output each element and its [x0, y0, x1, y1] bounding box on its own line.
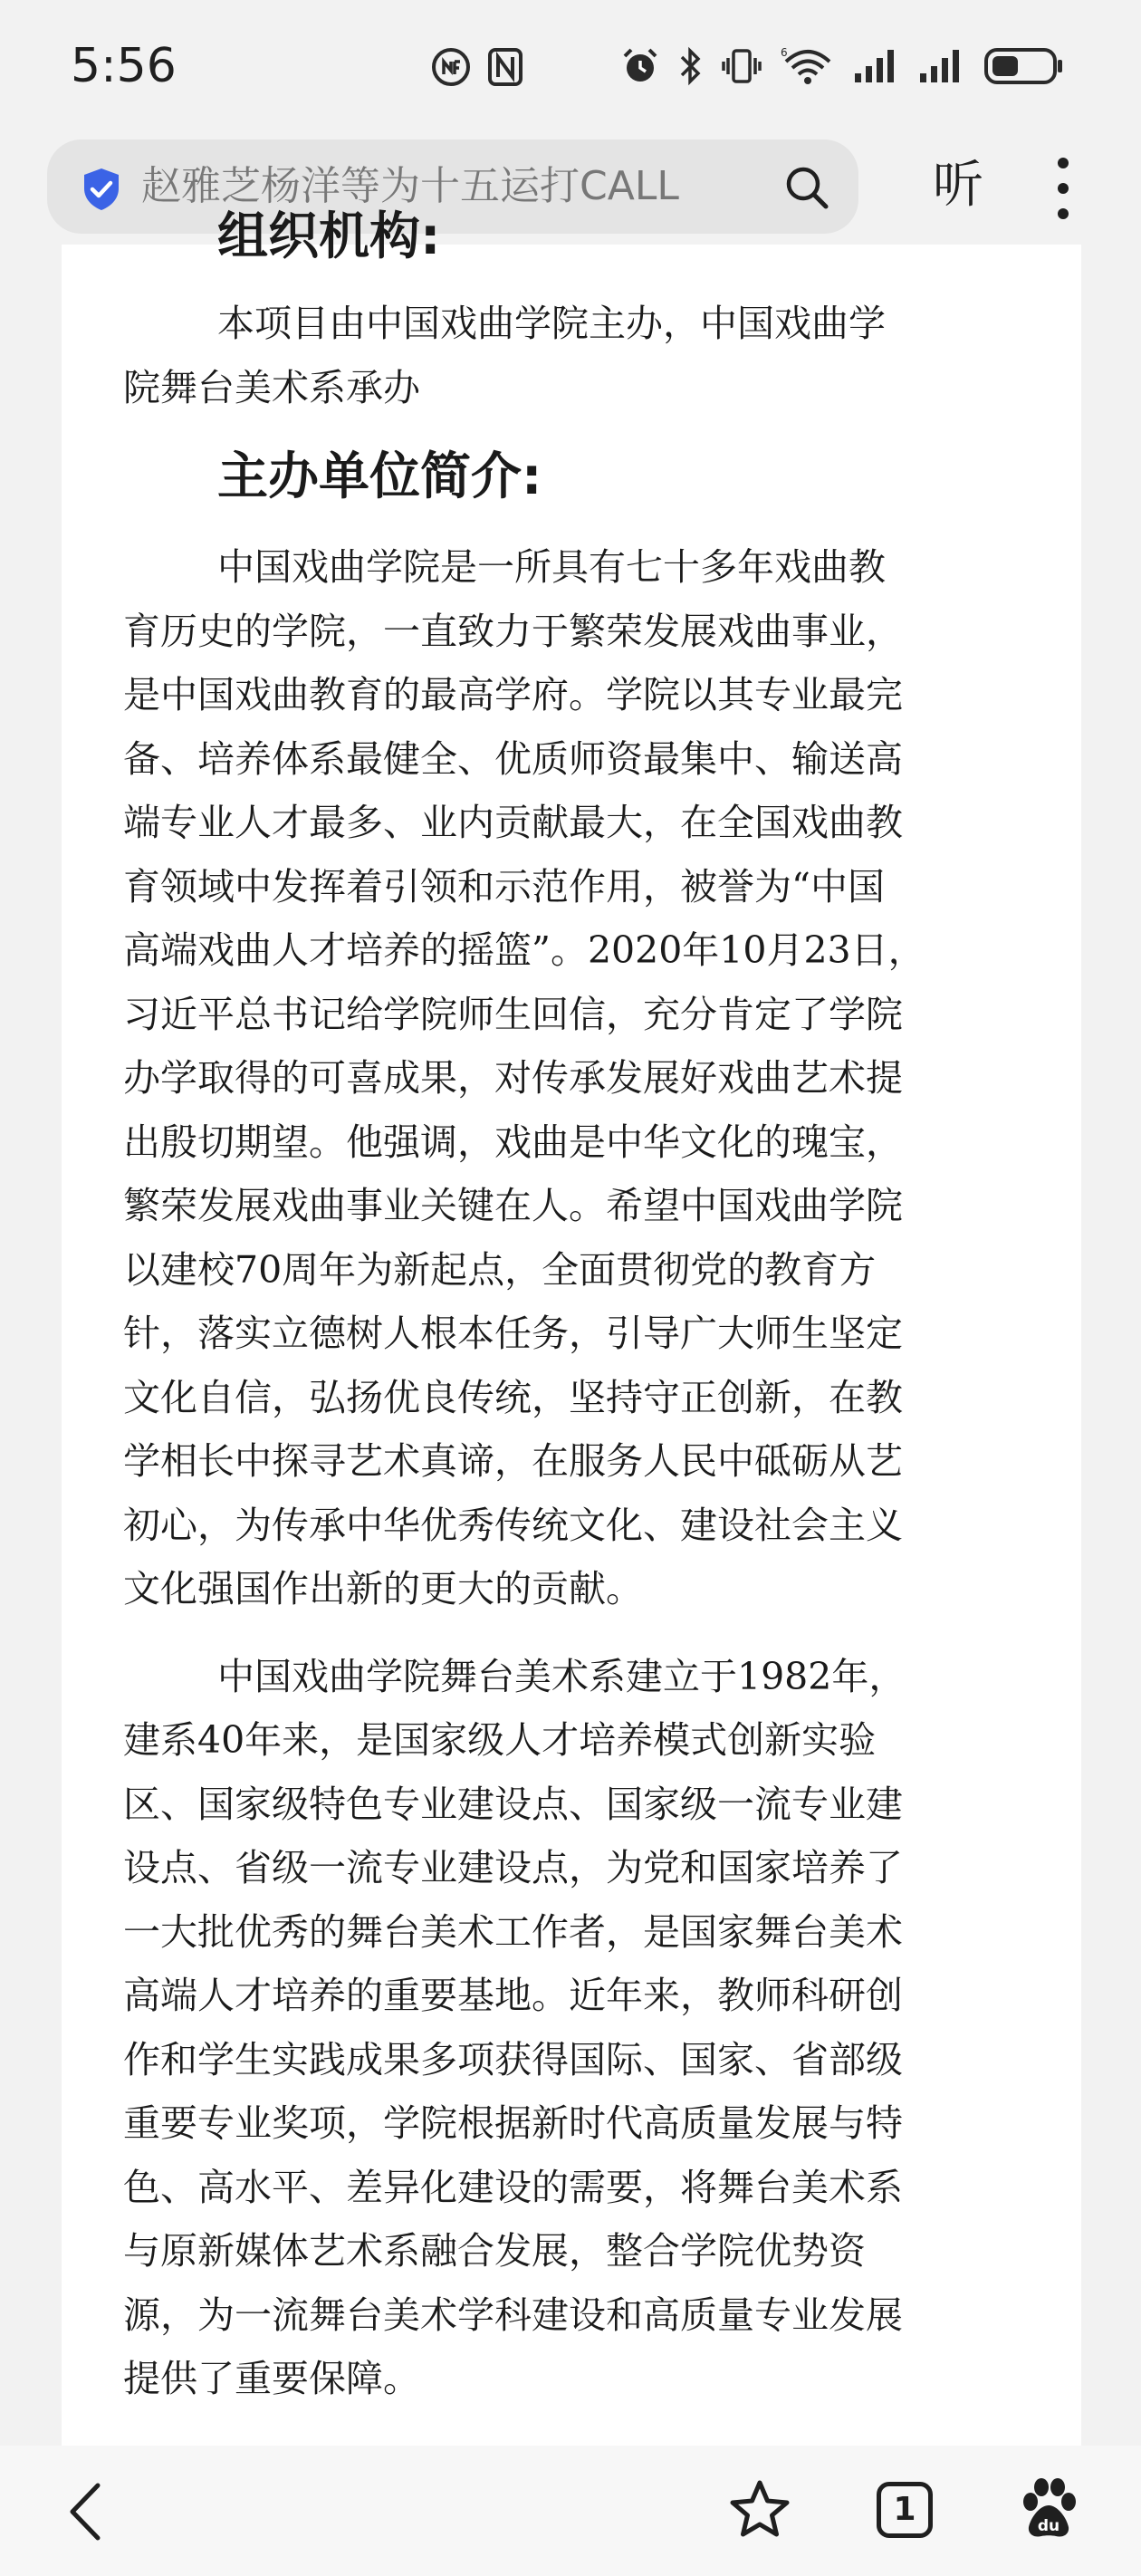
text-line: 育领域中发挥着引领和示范作用，被誉为“中国: [123, 864, 885, 908]
signal-icon: [853, 48, 900, 84]
status-icons-right: [619, 45, 1065, 87]
vibrate-icon: [721, 45, 762, 87]
back-arrow-icon[interactable]: [65, 2480, 105, 2543]
text-line: 作和学生实践成果多项获得国际、国家、省部级: [123, 2037, 903, 2081]
more-vertical-icon[interactable]: [1040, 152, 1087, 225]
text-line: 办学取得的可喜成果，对传承发展好戏曲艺术提: [123, 1056, 903, 1100]
svg-text:6: 6: [781, 46, 788, 59]
text-line: 院舞台美术系承办: [123, 365, 420, 409]
text-line: 高端人才培养的重要基地。近年来，教师科研创: [123, 1974, 903, 2017]
text-line: 针，落实立德树人根本任务，引导广大师生坚定: [123, 1312, 903, 1355]
text-line: 文化自信，弘扬优良传统，坚持守正创新，在教: [123, 1375, 903, 1419]
wifi-icon: [781, 45, 835, 87]
text-line: 提供了重要保障。: [123, 2357, 420, 2400]
listen-button[interactable]: 听: [933, 156, 983, 215]
text-line: 建系40年来，是国家级人才培养模式创新实验: [123, 1718, 877, 1762]
star-icon[interactable]: [728, 2478, 791, 2542]
svg-text:du: du: [1037, 2517, 1060, 2535]
text-line: 繁荣发展戏曲事业关键在人。希望中国戏曲学院: [123, 1184, 903, 1227]
text-line: 育历史的学院，一直致力于繁荣发展戏曲事业，: [123, 609, 903, 653]
text-line: 以建校70周年为新起点，全面贯彻党的教育方: [123, 1247, 877, 1292]
text-line: 初心，为传承中华优秀传统文化、建设社会主义: [123, 1503, 903, 1547]
text-line: 色、高水平、差异化建设的需要，将舞台美术系: [123, 2165, 903, 2209]
text-line: 一大批优秀的舞台美术工作者，是国家舞台美术: [123, 1909, 903, 1954]
alarm-icon: [619, 45, 661, 87]
section-heading-host: 主办单位简介:: [217, 447, 542, 506]
text-line: 本项目由中国戏曲学院主办，中国戏曲学: [217, 302, 886, 345]
status-bar: [0, 0, 1141, 136]
paragraph-intro: [123, 535, 1029, 1621]
text-line: 是中国戏曲教育的最高学府。学院以其专业最完: [123, 673, 903, 716]
shield-icon: [82, 167, 121, 212]
text-line: 中国戏曲学院舞台美术系建立于1982年，: [217, 1654, 906, 1698]
text-line: 出殷切期望。他强调，戏曲是中华文化的瑰宝，: [123, 1120, 903, 1164]
paragraph-organizer: [123, 292, 1029, 419]
search-text[interactable]: 赵雅芝杨洋等为十五运打CALL: [141, 163, 679, 209]
signal-icon: [918, 48, 965, 84]
text-line: 重要专业奖项，学院根据新时代高质量发展与特: [123, 2101, 903, 2145]
battery-icon: [983, 46, 1065, 86]
bottom-nav: [0, 2446, 1141, 2576]
text-line: 端专业人才最多、业内贡献最大，在全国戏曲教: [123, 801, 903, 844]
baidu-paw-icon[interactable]: [1020, 2476, 1078, 2542]
status-time: 5:56: [71, 39, 177, 93]
text-line: 备、培养体系最健全、优质师资最集中、输送高: [123, 736, 903, 781]
tabs-icon[interactable]: 1: [877, 2482, 933, 2538]
text-line: 与原新媒体艺术系融合发展，整合学院优势资: [123, 2229, 866, 2273]
n-icon: [487, 47, 523, 87]
article-card: [62, 207, 1081, 2446]
text-line: 文化强国作出新的更大的贡献。: [123, 1567, 643, 1610]
text-line: 源，为一流舞台美术学科建设和高质量专业发展: [123, 2292, 903, 2337]
paragraph-department: [123, 1645, 1029, 2411]
text-line: 学相长中探寻艺术真谛，在服务人民中砥砺从艺: [123, 1439, 903, 1483]
bluetooth-icon: [679, 45, 703, 87]
section-heading-organizer: 组织机构:: [217, 207, 441, 266]
text-line: 中国戏曲学院是一所具有七十多年戏曲教: [217, 545, 886, 589]
status-icons-left: [431, 47, 523, 87]
text-line: 区、国家级特色专业建设点、国家级一流专业建: [123, 1782, 903, 1826]
nfc-icon: [431, 47, 471, 87]
text-line: 习近平总书记给学院师生回信，充分肯定了学院: [123, 992, 903, 1036]
article-body: [123, 203, 1029, 2435]
text-line: 设点、省级一流专业建设点，为党和国家培养了: [123, 1846, 903, 1889]
text-line: 高端戏曲人才培养的摇篮”。2020年10月23日，: [123, 928, 925, 972]
